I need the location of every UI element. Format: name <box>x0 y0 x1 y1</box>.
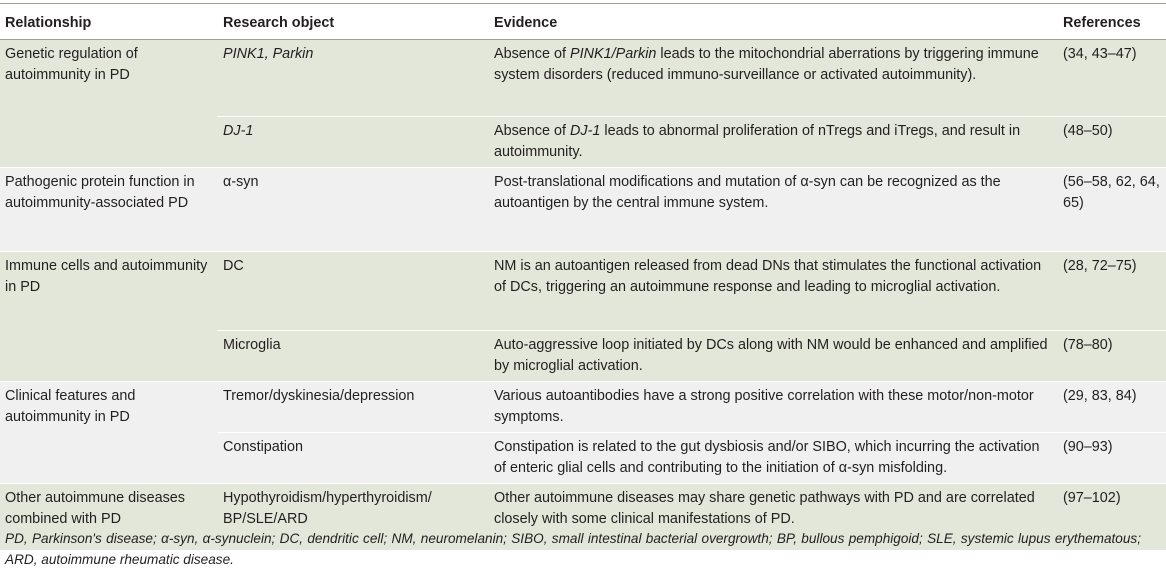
text-run: Absence of <box>494 46 571 62</box>
evidence-cell <box>488 40 1057 117</box>
header-relationship: Relationship <box>0 4 217 40</box>
references-cell: (56–58, 62, 64, 65) <box>1057 168 1166 252</box>
table-row <box>0 40 1166 117</box>
text-run: Constipation <box>223 439 303 455</box>
table-row <box>0 252 1166 331</box>
relationship-cell: Immune cells and autoimmunity in PD <box>0 252 217 382</box>
text-run: DC <box>223 258 244 274</box>
text-run: NM is an autoantigen released from dead DNs that stimulates the functional activation of DCs, triggering an autoimmune response and leading to microglial activation. <box>494 258 1042 295</box>
header-row <box>0 4 1166 40</box>
research-object-cell <box>217 331 488 382</box>
research-object-cell <box>217 168 488 252</box>
text-run: Microglia <box>223 337 281 353</box>
evidence-cell <box>488 433 1057 484</box>
text-run: Absence of <box>494 123 571 139</box>
table-row <box>0 382 1166 433</box>
table-body <box>0 40 1166 550</box>
references-cell: (48–50) <box>1057 117 1166 168</box>
text-run: DJ-1 <box>223 123 254 139</box>
references-cell: (28, 72–75) <box>1057 252 1166 331</box>
text-run: Other autoimmune diseases may share genetic pathways with PD and are correlated closely with some clinical manifestations of PD. <box>494 490 1035 527</box>
text-run: Various autoantibodies have a strong positive correlation with these motor/non-motor symptoms. <box>494 388 1034 425</box>
text-run: Post-translational modifications and mutation of α-syn can be recognized as the autoantigen by the central immune system. <box>494 174 1001 211</box>
header-research-object: Research object <box>217 4 488 40</box>
text-run: Tremor/dyskinesia/depression <box>223 388 415 404</box>
table-footnote: PD, Parkinson's disease; α-syn, α-synuclein; DC, dendritic cell; NM, neuromelanin; SIBO, small intestinal bacterial overgrowth; BP, bullous pemphigoid; SLE, systemic lupus erythematous; ARD, autoimmune rheumatic disease. <box>5 531 1141 567</box>
text-run: leads to abnormal proliferation of nTregs and iTregs, and result in autoimmunity. <box>494 123 1021 160</box>
evidence-table <box>0 3 1166 550</box>
header-references: References <box>1057 4 1166 40</box>
relationship-cell: Genetic regulation of autoimmunity in PD <box>0 40 217 168</box>
evidence-cell <box>488 331 1057 382</box>
evidence-cell <box>488 168 1057 252</box>
text-run: α-syn <box>223 174 259 190</box>
header-evidence: Evidence <box>488 4 1057 40</box>
references-cell: (90–93) <box>1057 433 1166 484</box>
research-object-cell <box>217 252 488 331</box>
evidence-cell <box>488 252 1057 331</box>
references-cell: (34, 43–47) <box>1057 40 1166 117</box>
text-run: Hypothyroidism/hyperthyroidism/ BP/SLE/ARD <box>223 490 432 527</box>
references-cell: (29, 83, 84) <box>1057 382 1166 433</box>
text-run: Auto-aggressive loop initiated by DCs along with NM would be enhanced and amplified by microglial activation. <box>494 337 1048 374</box>
research-object-cell <box>217 40 488 117</box>
research-object-cell <box>217 117 488 168</box>
references-cell: (97–102) <box>1057 484 1166 550</box>
relationship-cell: Other autoimmune diseases combined with PD <box>0 484 217 550</box>
table-row <box>0 168 1166 252</box>
evidence-cell <box>488 382 1057 433</box>
evidence-cell <box>488 117 1057 168</box>
text-run: leads to the mitochondrial aberrations by triggering immune system disorders (reduced immuno-surveillance or activated autoimmunity). <box>494 46 1039 83</box>
research-object-cell <box>217 433 488 484</box>
relationship-cell: Clinical features and autoimmunity in PD <box>0 382 217 484</box>
text-run: PINK1/Parkin <box>570 46 657 62</box>
research-object-cell <box>217 382 488 433</box>
text-run: Constipation is related to the gut dysbiosis and/or SIBO, which incurring the activation of enteric glial cells and contributing to the initiation of α-syn misfolding. <box>494 439 1040 476</box>
relationship-cell: Pathogenic protein function in autoimmunity-associated PD <box>0 168 217 252</box>
references-cell: (78–80) <box>1057 331 1166 382</box>
text-run: DJ-1 <box>570 123 601 139</box>
text-run: PINK1, Parkin <box>223 46 314 62</box>
